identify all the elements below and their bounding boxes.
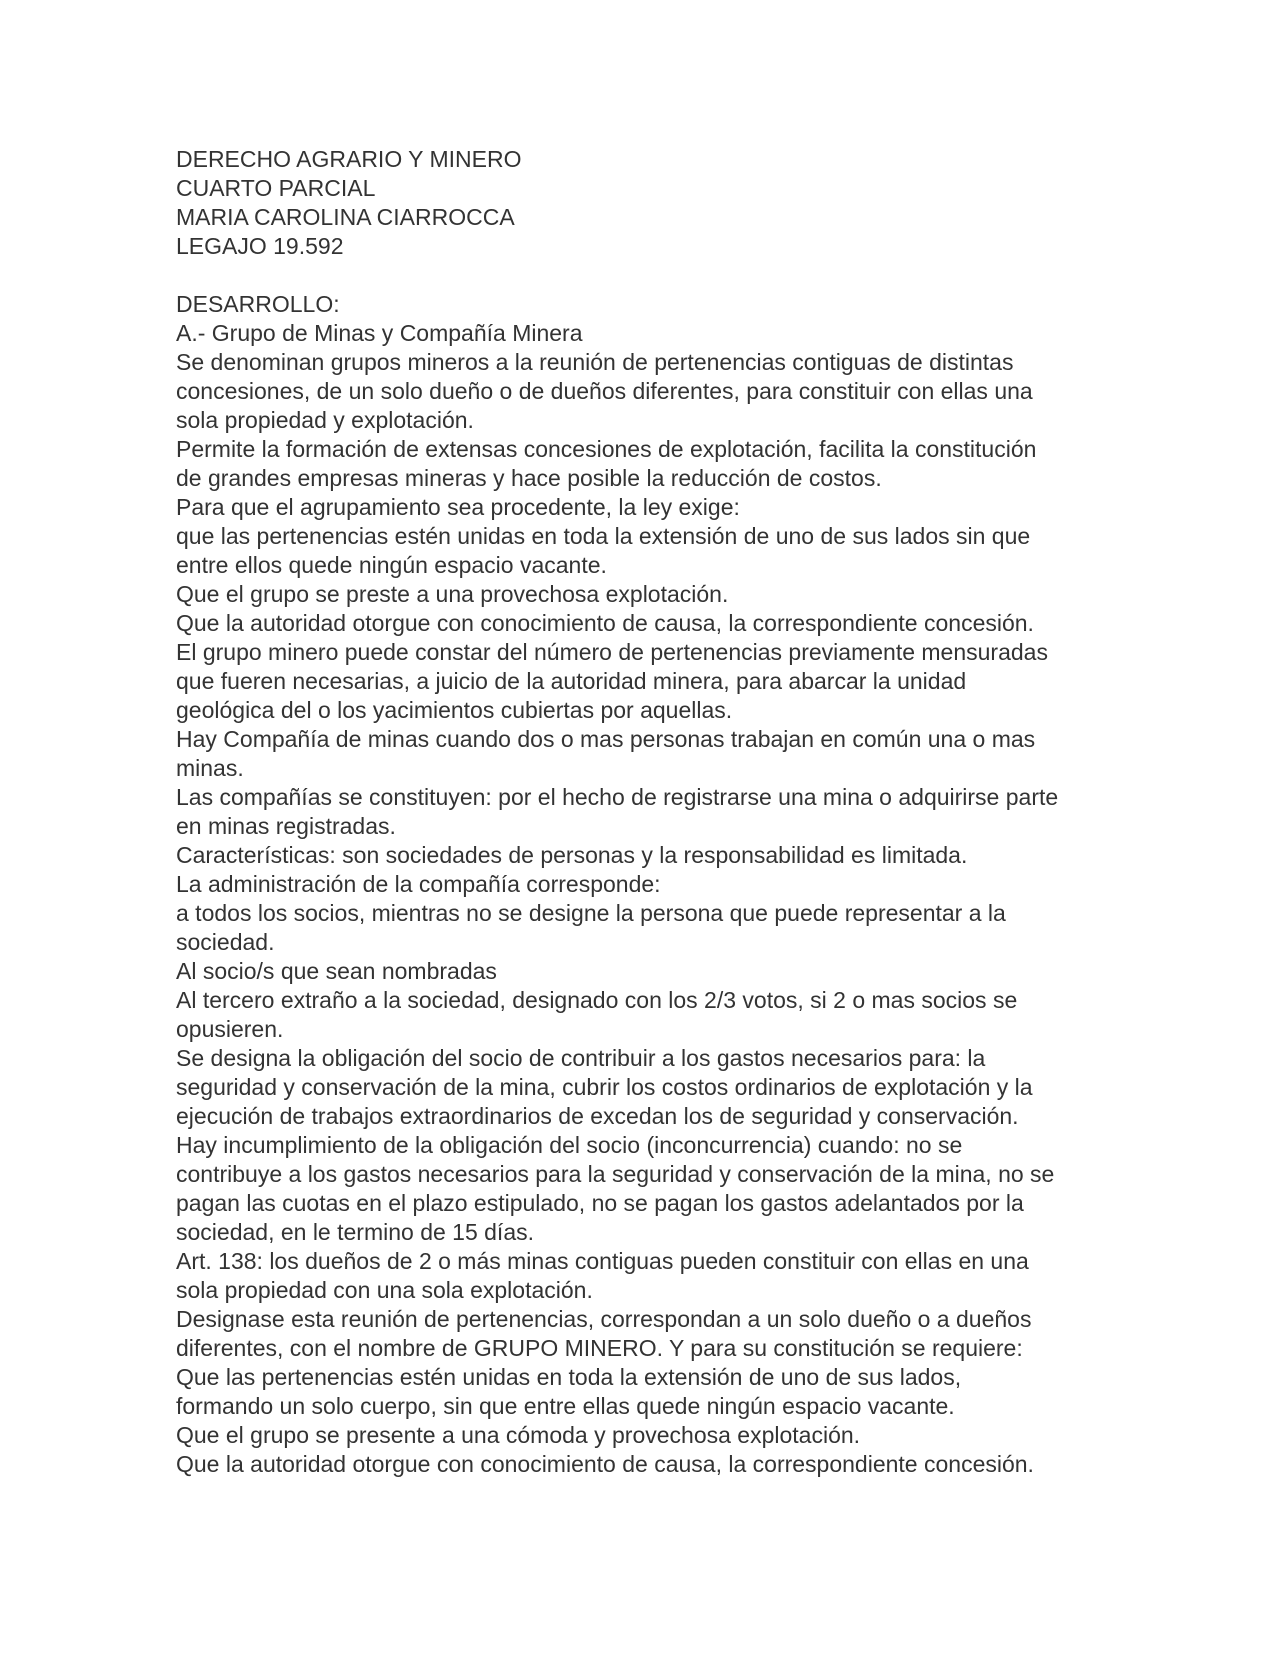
text-line: Para que el agrupamiento sea procedente, la ley exige: <box>176 494 740 520</box>
text-line: contribuye a los gastos necesarios para la seguridad y conservación de la mina, no se <box>176 1161 1055 1187</box>
text-line: sola propiedad y explotación. <box>176 407 474 433</box>
text-line: El grupo minero puede constar del número de pertenencias previamente mensuradas <box>176 639 1048 665</box>
text-line: a todos los socios, mientras no se designe la persona que puede representar a la <box>176 900 1006 926</box>
text-line: Hay incumplimiento de la obligación del socio (inconcurrencia) cuando: no se <box>176 1132 963 1158</box>
body-text <box>176 319 1116 1479</box>
text-line: en minas registradas. <box>176 813 396 839</box>
text-line: Características: son sociedades de personas y la responsabilidad es limitada. <box>176 842 968 868</box>
blank-line <box>176 261 1116 290</box>
text-line: Se designa la obligación del socio de contribuir a los gastos necesarios para: la <box>176 1045 986 1071</box>
section-heading: DESARROLLO: <box>176 291 340 317</box>
text-line: seguridad y conservación de la mina, cubrir los costos ordinarios de explotación y la <box>176 1074 1033 1100</box>
text-line: Que las pertenencias estén unidas en toda la extensión de uno de sus lados, <box>176 1364 962 1390</box>
text-line: La administración de la compañía corresponde: <box>176 871 661 897</box>
text-line: geológica del o los yacimientos cubiertas por aquellas. <box>176 697 733 723</box>
text-line: Designase esta reunión de pertenencias, correspondan a un solo dueño o a dueños <box>176 1306 1032 1332</box>
text-line: entre ellos quede ningún espacio vacante. <box>176 552 607 578</box>
text-line: sola propiedad con una sola explotación. <box>176 1277 593 1303</box>
text-line: opusieren. <box>176 1016 284 1042</box>
text-line: formando un solo cuerpo, sin que entre ellas quede ningún espacio vacante. <box>176 1393 955 1419</box>
text-line: Permite la formación de extensas concesiones de explotación, facilita la constitución <box>176 436 1037 462</box>
text-line: Al socio/s que sean nombradas <box>176 958 497 984</box>
text-line: A.- Grupo de Minas y Compañía Minera <box>176 320 583 346</box>
text-line: pagan las cuotas en el plazo estipulado, no se pagan los gastos adelantados por la <box>176 1190 1024 1216</box>
text-line: minas. <box>176 755 244 781</box>
text-line: Que el grupo se presente a una cómoda y provechosa explotación. <box>176 1422 861 1448</box>
text-line: Que la autoridad otorgue con conocimiento de causa, la correspondiente concesión. <box>176 610 1034 636</box>
text-line: Que el grupo se preste a una provechosa explotación. <box>176 581 729 607</box>
student-name: MARIA CAROLINA CIARROCCA <box>176 204 515 230</box>
text-line: que fueren necesarias, a juicio de la autoridad minera, para abarcar la unidad <box>176 668 967 694</box>
document-content <box>176 145 1116 1479</box>
text-line: ejecución de trabajos extraordinarios de excedan los de seguridad y conservación. <box>176 1103 1019 1129</box>
text-line: Hay Compañía de minas cuando dos o mas personas trabajan en común una o mas <box>176 726 1036 752</box>
course-title: DERECHO AGRARIO Y MINERO <box>176 146 522 172</box>
text-line: sociedad. <box>176 929 275 955</box>
text-line: que las pertenencias estén unidas en toda la extensión de uno de sus lados sin que <box>176 523 1031 549</box>
text-line: sociedad, en le termino de 15 días. <box>176 1219 535 1245</box>
text-line: Las compañías se constituyen: por el hecho de registrarse una mina o adquirirse parte <box>176 784 1059 810</box>
text-line: Art. 138: los dueños de 2 o más minas contiguas pueden constituir con ellas en una <box>176 1248 1029 1274</box>
student-legajo: LEGAJO 19.592 <box>176 233 344 259</box>
text-line: diferentes, con el nombre de GRUPO MINERO. Y para su constitución se requiere: <box>176 1335 1023 1361</box>
text-line: de grandes empresas mineras y hace posible la reducción de costos. <box>176 465 882 491</box>
text-line: Al tercero extraño a la sociedad, designado con los 2/3 votos, si 2 o mas socios se <box>176 987 1018 1013</box>
text-line: Se denominan grupos mineros a la reunión de pertenencias contiguas de distintas <box>176 349 1014 375</box>
text-line: Que la autoridad otorgue con conocimiento de causa, la correspondiente concesión. <box>176 1451 1034 1477</box>
exam-title: CUARTO PARCIAL <box>176 175 376 201</box>
text-line: concesiones, de un solo dueño o de dueños diferentes, para constituir con ellas una <box>176 378 1033 404</box>
